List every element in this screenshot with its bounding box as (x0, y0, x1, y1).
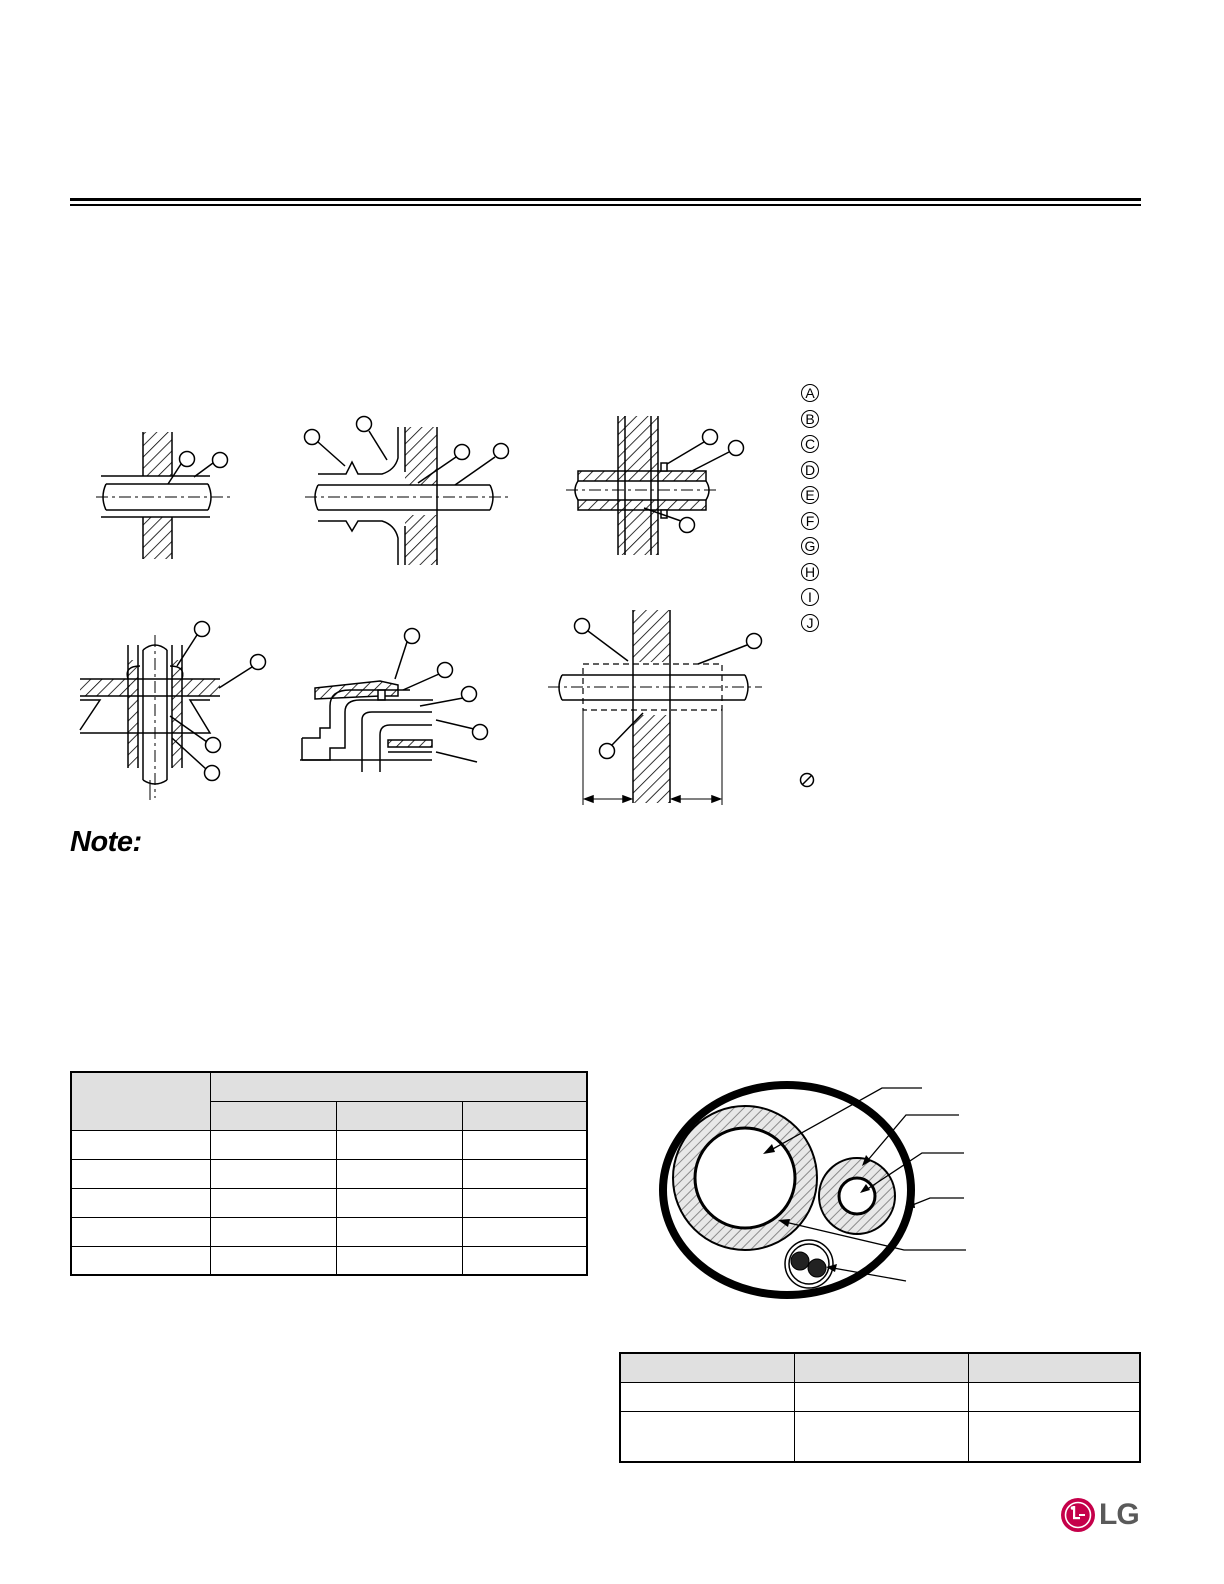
figure-wall-penetration-3 (566, 416, 744, 555)
table-cell (620, 1411, 795, 1462)
table-cell (71, 1217, 211, 1246)
table-header-cell (795, 1353, 969, 1382)
table-cell (969, 1382, 1141, 1411)
table-row (620, 1382, 1140, 1411)
table-row (71, 1159, 587, 1188)
legend-item-d: D (801, 461, 821, 481)
table-cell (337, 1246, 463, 1275)
table-cell (337, 1159, 463, 1188)
table-cell (463, 1217, 588, 1246)
prohibition-icon (799, 772, 815, 788)
table-header-cell (463, 1101, 588, 1130)
legend-item-c: C (801, 435, 821, 455)
note-title: Note: (70, 826, 142, 858)
table-row (71, 1072, 587, 1101)
table-row (71, 1246, 587, 1275)
table-header-cell (211, 1072, 588, 1101)
table-cell (211, 1130, 337, 1159)
table-cell (463, 1130, 588, 1159)
table-cell (71, 1130, 211, 1159)
legend-item-g: G (801, 537, 821, 557)
table-row (71, 1217, 587, 1246)
legend-item-b: B (801, 410, 821, 430)
table-cell (795, 1411, 969, 1462)
legend-item-e: E (801, 486, 821, 506)
figure-wall-penetration-dimensions (548, 610, 762, 805)
table-header-cell (211, 1101, 337, 1130)
table-cell (71, 1246, 211, 1275)
figure-wall-penetration-1 (96, 432, 232, 559)
table-cell (211, 1246, 337, 1275)
legend-item-j: J (801, 614, 821, 634)
table-cell (337, 1130, 463, 1159)
table-row (71, 1188, 587, 1217)
table-cell (71, 1188, 211, 1217)
table-row (71, 1130, 587, 1159)
legend-item-h: H (801, 563, 821, 583)
table-header-cell (620, 1353, 795, 1382)
table-cell (795, 1382, 969, 1411)
logo-text: LG (1099, 1498, 1139, 1531)
table-cell (463, 1246, 588, 1275)
table-header-cell (71, 1072, 211, 1130)
legend-item-i: I (801, 588, 821, 608)
table-cell (463, 1159, 588, 1188)
table-cell (620, 1382, 795, 1411)
lg-logo (1060, 1497, 1144, 1533)
table-header-cell (969, 1353, 1141, 1382)
table-cell (463, 1188, 588, 1217)
figure-floor-penetration (80, 622, 266, 801)
table-cell (71, 1159, 211, 1188)
table-cell (337, 1188, 463, 1217)
table-header-cell (337, 1101, 463, 1130)
insulation-table (619, 1352, 1141, 1463)
lg-face-icon (1060, 1497, 1096, 1533)
legend (801, 384, 821, 639)
legend-item-f: F (801, 512, 821, 532)
table-cell (211, 1159, 337, 1188)
table-cell (337, 1217, 463, 1246)
table-row (620, 1353, 1140, 1382)
figure-wall-penetration-2 (305, 417, 513, 566)
figure-roof-penetration (300, 629, 488, 773)
table-cell (211, 1217, 337, 1246)
pipe-size-table (70, 1071, 588, 1276)
table-cell (211, 1188, 337, 1217)
table-cell (969, 1411, 1141, 1462)
table-row (620, 1411, 1140, 1462)
bundle-cross-section (663, 1085, 966, 1295)
legend-item-a: A (801, 384, 821, 404)
